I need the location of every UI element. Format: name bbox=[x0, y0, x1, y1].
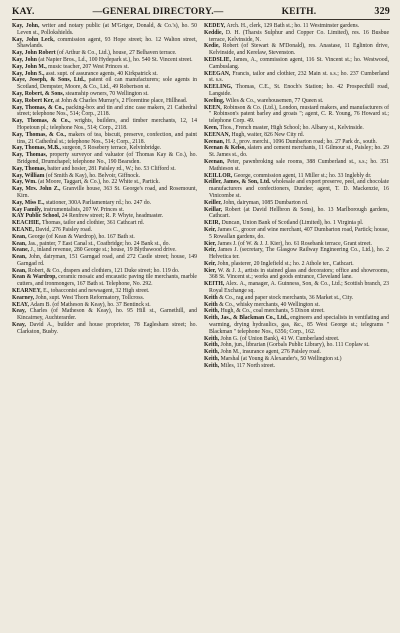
directory-entry bbox=[204, 315, 389, 335]
entry-details: John, dairyman, 151 Garngad road, and 272 Castle street; house, 149 Garngad rd. bbox=[17, 254, 197, 267]
entry-name: KEENAN, bbox=[204, 131, 231, 138]
directory-entry bbox=[204, 98, 389, 105]
directory-entry bbox=[204, 159, 389, 173]
entry-details: steamship owners, 70 Wellington st. bbox=[64, 90, 149, 97]
entry-name: Keenan, bbox=[204, 138, 225, 145]
directory-entry bbox=[12, 152, 197, 166]
entry-name: Kean, bbox=[12, 233, 27, 240]
directory-entry bbox=[204, 247, 389, 261]
directory-entry bbox=[204, 30, 389, 44]
entry-name: Kay, Robert, & Sons, bbox=[12, 90, 65, 97]
entry-name: Kay, Miss E., bbox=[12, 199, 45, 206]
entry-details: at John & Charles Murray's, 2 Florentine place, Hillhead. bbox=[53, 97, 188, 104]
entry-name: Kay, John S., bbox=[12, 70, 45, 77]
entry-details: W. & J. J., artists in stained glass and decorators; office and showrooms, 368 St. Vincent st.; works and goods entrance, Cleveland lane. bbox=[209, 267, 389, 281]
entry-details: wrights, builders, and timber merchants, 12, 14 Hopetoun pl.; telephone Nos., 514; Corp., 2118. bbox=[17, 118, 198, 131]
directory-entry bbox=[12, 50, 197, 57]
entry-details: Miles, 117 North street. bbox=[219, 362, 276, 369]
header-title: —GENERAL DIRECTORY.— bbox=[92, 7, 224, 17]
entry-name: Kay, Wm. bbox=[12, 179, 37, 186]
directory-entry bbox=[204, 84, 389, 98]
entry-name: Keenan & Kelso, bbox=[204, 145, 246, 152]
entry-details: writer and notary public (at M'Grigor, Donald, & Co.'s), ho. 50 Leven st., Pollokshields. bbox=[17, 23, 197, 36]
entry-details: Charles (of Matheson & Keay), ho. 95 Hill st., Garnethill, and Kincairney, Auchterarder. bbox=[17, 308, 197, 322]
entry-details: wholesale and export preserve, peel, and chocolate manufacturers and confectioners, Dundee; agent, T. D. Mackenzie, 16 Vinicombe st. bbox=[209, 179, 389, 199]
entry-details: H. J., prov. merchi., 1096 Dumbarton road; ho. 27 Park dr., south. bbox=[224, 138, 377, 145]
directory-entry bbox=[204, 261, 389, 268]
entry-details: Marshal (at Young & Alexander's, 50 Wellington st.) bbox=[219, 356, 342, 363]
entry-name: Keillar, bbox=[204, 206, 223, 213]
entry-name: Keir, bbox=[204, 247, 217, 254]
directory-entry bbox=[12, 288, 197, 295]
directory-entry bbox=[204, 295, 389, 302]
entry-name: KEDEY, bbox=[204, 23, 226, 29]
directory-entry bbox=[12, 274, 197, 288]
entry-name: Keith, Jas., & Blackman Co., Ltd., bbox=[204, 315, 289, 322]
entry-name: Kay, Robert Ker, bbox=[12, 97, 54, 104]
entry-details: (of Smith & Kay), ho. Belvoir, Giffnock. bbox=[44, 172, 141, 179]
directory-entry bbox=[12, 57, 197, 64]
entry-name: Keith, bbox=[204, 335, 220, 342]
columns bbox=[12, 23, 390, 370]
entry-name: Kay, Thomas, M.B., bbox=[12, 145, 61, 152]
entry-name: Kay, John Robert bbox=[12, 50, 56, 57]
entry-name: Kean, bbox=[12, 267, 27, 274]
directory-entry bbox=[12, 91, 197, 98]
entry-details: (at Moore, Taggart, & Co.), ho. 22 White st., Partick. bbox=[36, 179, 160, 186]
left-column bbox=[12, 23, 197, 370]
running-header bbox=[12, 6, 390, 17]
entry-details: asst. supt. of assurance agents, 40 Kirkpatrick st. bbox=[44, 70, 158, 77]
entry-details: Wiles & Co., warehousemen, 77 Queen st. bbox=[224, 97, 324, 104]
entry-details: Arch. H., clerk, 129 Bath st.; ho. 11 Westminster gardens. bbox=[225, 23, 360, 29]
entry-details: packing-box and tin and zinc case makers, 21 Cathedral street; telephone Nos., 514; Corp., 2118. bbox=[17, 104, 197, 118]
entry-details: D. H. (Tharsis Sulphur and Copper Co. Limited), res. 16 Busbue terrace, Kelvinside, N. bbox=[209, 29, 389, 43]
entry-details: slaters and cement merchants, 11 Gilmour st., Paisley; ho. 29 St. James st., do. bbox=[209, 145, 389, 159]
directory-entry bbox=[12, 295, 197, 302]
entry-details: John, plasterer, 20 Inglefield st.; ho. 2 Athole ter., Cathcart. bbox=[216, 260, 354, 267]
entry-details: instrumentalists, 207 W. Princes st. bbox=[42, 206, 125, 213]
entry-details: commission agent, 93 Hope street; ho. 12 Walton street, Shawlands. bbox=[17, 36, 197, 50]
entry-name: Kay, Thomas, & Co., bbox=[12, 131, 67, 138]
entry-name: Keay, bbox=[12, 308, 26, 315]
entry-name: KEILLOR, bbox=[204, 172, 233, 179]
entry-name: Keir, bbox=[204, 260, 217, 267]
entry-name: Kay, John M., bbox=[12, 63, 47, 70]
entry-details: Thos., French master, High School; ho. Albany st., Kelvinside. bbox=[218, 124, 364, 131]
entry-name: Kier, bbox=[204, 240, 217, 247]
entry-name: Keiller, bbox=[204, 199, 222, 206]
entry-name: Keith, bbox=[204, 356, 220, 363]
entry-name: Keith bbox=[204, 301, 218, 308]
header-right: KEITH. bbox=[281, 7, 317, 17]
directory-entry bbox=[12, 64, 197, 71]
entry-name: Kay, John bbox=[12, 56, 37, 63]
directory-entry bbox=[12, 200, 197, 207]
entry-details: James J. (of W. & J. J. Kier), ho. 61 Rosebank terrace, Grant street. bbox=[216, 240, 372, 247]
entry-details: Hugh, waiter, 826 New City rd. bbox=[230, 131, 305, 138]
directory-entry bbox=[204, 173, 389, 180]
entry-name: Kay, William bbox=[12, 172, 45, 179]
entry-name: Kay Family, bbox=[12, 206, 43, 213]
directory-entry bbox=[204, 227, 389, 241]
entry-details: engineers and specialists in ventilating and warming, drying hydraulics, gas, &c., 85 West George st.; telegrams " Blackman " telephone Nos., 6356; Corp., 162. bbox=[209, 315, 389, 335]
entry-details: Adam B. (of Matheson & Keay), ho. 37 Bentinck st. bbox=[29, 301, 151, 308]
entry-name: Kay, Thomas, & Co., bbox=[12, 104, 65, 111]
entry-name: Keith, bbox=[204, 342, 220, 349]
directory-entry bbox=[204, 207, 389, 221]
entry-details: Jas., painter, 7 East Canal st., Coatbridge; ho. 24 Bank st., do. bbox=[26, 240, 170, 247]
directory-entry bbox=[204, 57, 389, 71]
directory-entry bbox=[12, 166, 197, 173]
entry-details: property surveyor and valuator (of Thomas Kay & Co.), ho. Bridgend, Drumchapel; telephone No., 190 Bearsden. bbox=[17, 152, 197, 165]
directory-entry bbox=[204, 302, 389, 309]
directory-entry bbox=[204, 43, 389, 57]
entry-details: Robert (at David Hellbron & Sons), ho. 13 Marlborough gardens, Cathcart. bbox=[209, 206, 389, 220]
directory-entry bbox=[204, 356, 389, 363]
entry-details: James J. (secretary, The Glasgow Railway Engineering Co., Ltd.), ho. 2 Helvetica ter. bbox=[209, 247, 389, 261]
directory-entry bbox=[12, 77, 197, 91]
directory-entry bbox=[12, 179, 197, 186]
entry-details: John M., insurance agent, 276 Paisley road. bbox=[219, 349, 321, 356]
directory-entry bbox=[12, 268, 197, 275]
entry-details: music teacher, 207 West Princes st. bbox=[46, 63, 129, 70]
entry-details: David A., builder and house proprietor, 78 Eaglesham street; ho. Clarkston, Busby. bbox=[17, 322, 197, 335]
entry-name: KEARNEY, bbox=[12, 288, 42, 295]
entry-name: KAY Public School, bbox=[12, 213, 61, 220]
entry-name: Kay, Thomas, & Co., bbox=[12, 118, 71, 125]
directory-entry bbox=[204, 220, 389, 227]
entry-name: Keir, bbox=[204, 226, 217, 233]
entry-details: Peter, pawnbroking sale rooms, 388 Cumberland st., s.s.; ho. 351 Mathieson st. bbox=[209, 158, 389, 172]
entry-name: KEIR, bbox=[204, 220, 221, 227]
entry-name: Kay, Mrs. John Z., bbox=[12, 186, 61, 193]
entry-details: James C., grocer and wine merchant, 407 Dumbarton road, Partick; house, 5 Rowallan gardens, do. bbox=[209, 226, 389, 240]
entry-name: Keith, bbox=[204, 308, 220, 315]
entry-name: Kedie, bbox=[204, 43, 220, 50]
entry-details: Robert (of Stewart & M'Donald), res. Anastase, 11 Eglinton drive, Kelvinside, and Kerelaw, Stevenston. bbox=[209, 43, 389, 57]
entry-name: Kay, Thomas, bbox=[12, 152, 48, 159]
entry-details: (at Napier Bros., Ld., 100 Hydepark st.), ho. 540 St. Vincent street. bbox=[36, 56, 193, 63]
directory-entry bbox=[12, 186, 197, 200]
entry-name: KEDSLIE, bbox=[204, 56, 232, 63]
directory-entry bbox=[12, 247, 197, 254]
entry-details: John, supt. West Thorn Reformatory, Tollcross. bbox=[34, 294, 145, 301]
entry-details: Francis, tailor and clothier, 232 Main st. s.s.; ho. 237 Cumberland st. s.s. bbox=[209, 70, 389, 84]
entry-details: Robinson & Co. (Ltd.), London, mustard makers, and manufacturers of " Robinson's patent barley and groats "; agent, C. R. Young, 76 Howard st.; telephone Corp. 49. bbox=[209, 104, 389, 125]
entry-name: Kay, John, bbox=[12, 23, 40, 29]
directory-entry bbox=[204, 23, 389, 30]
right-column bbox=[204, 23, 389, 370]
directory-entry bbox=[204, 200, 389, 207]
directory-entry bbox=[12, 241, 197, 248]
directory-entry bbox=[204, 145, 389, 159]
directory-entry bbox=[204, 179, 389, 199]
entry-details: David, 276 Paisley road. bbox=[33, 226, 93, 233]
directory-entry bbox=[204, 125, 389, 132]
directory-entry bbox=[204, 281, 389, 295]
directory-entry bbox=[204, 268, 389, 282]
entry-name: Keen, bbox=[204, 124, 219, 131]
entry-name: Kean, bbox=[12, 254, 27, 261]
entry-details: & Co., rag and paper stock merchants, 36 Market st., City. bbox=[217, 294, 354, 301]
entry-name: Keith bbox=[204, 294, 218, 301]
entry-name: KEEN, bbox=[204, 104, 222, 111]
header-rule bbox=[12, 19, 390, 20]
entry-details: Robert, & Co., drapers and clothiers, 121 Duke street; ho. 119 do. bbox=[26, 267, 180, 274]
entry-details: Thomas, C.E., St. Enoch's Station; ho. 42 Prospecthill road, Langside. bbox=[209, 84, 389, 97]
entry-details: 24 Renfrew street; R. P. Whyte, headmaster. bbox=[60, 213, 164, 220]
entry-name: KEELING, bbox=[204, 84, 233, 91]
entry-details: surgeon, 5 Rosebery terrace, Kelvinbridge. bbox=[60, 145, 162, 152]
directory-entry bbox=[12, 308, 197, 322]
directory-entry bbox=[12, 220, 197, 227]
entry-name: KEAY, bbox=[12, 301, 29, 308]
entry-details: stationer, 300A Parliamentary rd.; ho. 247 do. bbox=[44, 199, 152, 206]
directory-entry bbox=[12, 227, 197, 234]
entry-details: Alex. A., manager, A. Guinness, Son, & Co., Ltd.; Scottish branch, 23 Royal Exchange sq. bbox=[209, 281, 389, 295]
entry-details: & Co., whisky merchants, 40 Wellington st. bbox=[217, 301, 320, 308]
entry-details: John, jun., librarian (Gorbals Public Library), ho. 111 Coplaw st. bbox=[219, 342, 370, 349]
entry-details: (of Arthur & Co., Ltd.), house, 27 Belhaven terrace. bbox=[55, 50, 177, 57]
directory-entry bbox=[204, 132, 389, 139]
entry-details: George, commission agent, 11 Miller st.; ho. 33 Inglebly dr. bbox=[232, 172, 372, 179]
directory-entry bbox=[204, 363, 389, 370]
entry-name: Keith, bbox=[204, 362, 220, 369]
entry-name: Keay, bbox=[12, 322, 26, 329]
directory-entry bbox=[12, 132, 197, 146]
entry-details: Duncan, Union Bank of Scotland (Limited), ho. 1 Virginia pl. bbox=[220, 220, 364, 227]
entry-details: John G. (of Union Bank), 41 W. Cumberland street. bbox=[219, 335, 340, 342]
directory-entry bbox=[204, 308, 389, 315]
entry-name: Keane, bbox=[12, 247, 30, 254]
entry-name: Keenan, bbox=[204, 158, 225, 165]
directory-entry bbox=[12, 98, 197, 105]
directory-entry bbox=[12, 23, 197, 37]
directory-entry bbox=[12, 234, 197, 241]
entry-details: John, dairyman, 1085 Dumbarton rd. bbox=[221, 199, 309, 206]
entry-name: Keiller, James, & Son, Ltd. bbox=[204, 179, 271, 186]
directory-entry bbox=[12, 254, 197, 268]
directory-entry bbox=[204, 139, 389, 146]
entry-details: Hugh, & Co., coal merchants, 5 Dixon street. bbox=[219, 308, 325, 315]
entry-details: ceramic mosaic and encaustic paving tile merchants, marble cutters, and ironmongers, 167 Bath st. Telephone, No. 292. bbox=[17, 274, 197, 288]
directory-entry bbox=[12, 37, 197, 51]
entry-name: Kearney, bbox=[12, 294, 35, 301]
entry-name: Kean, bbox=[12, 240, 27, 247]
directory-entry bbox=[204, 71, 389, 85]
entry-details: James, A., commission agent, 116 St. Vincent st.; ho. Westwood, Cambuslang. bbox=[209, 56, 389, 70]
entry-name: KEANE, bbox=[12, 226, 34, 233]
entry-details: E., tobacconist and newsagent, 32 High street. bbox=[41, 288, 150, 295]
entry-details: baiter and hosier, 281 Paisley rd., W.; ho. 53 Clifford st. bbox=[45, 165, 176, 172]
entry-details: J., inland revenue, 280 George st.; house, 19 Blythswood drive. bbox=[29, 247, 177, 254]
entry-name: KEACHIE, bbox=[12, 220, 41, 227]
directory-entry bbox=[12, 105, 197, 119]
entry-details: patent oil can manufacturers; sole agents in Scotland, Dempster, Moore, & Co., Ltd., 49 Robertson st. bbox=[17, 77, 197, 91]
directory-entry bbox=[12, 118, 197, 132]
entry-name: Kean & Wardrop, bbox=[12, 274, 57, 281]
entry-name: Keith, bbox=[204, 349, 220, 356]
entry-name: Kier, bbox=[204, 267, 217, 274]
entry-details: Granville house, 363 St. George's road, and Rosemount, Kirn. bbox=[17, 186, 198, 199]
entry-name: KEEGAN, bbox=[204, 70, 231, 77]
entry-details: Thomas, tailor and clothier, 361 Cathcart rd. bbox=[40, 220, 145, 227]
page-number: 329 bbox=[374, 6, 390, 17]
directory-entry bbox=[204, 342, 389, 349]
entry-name: KEITH, bbox=[204, 281, 225, 288]
entry-name: Kay, Thomas, bbox=[12, 165, 46, 172]
entry-name: Keddie, bbox=[204, 29, 224, 36]
entry-name: Kay, John Leck, bbox=[12, 36, 55, 43]
directory-entry bbox=[12, 322, 197, 336]
entry-name: Keeling, bbox=[204, 97, 225, 104]
directory-entry bbox=[12, 213, 197, 220]
directory-entry bbox=[204, 105, 389, 125]
entry-details: makers of tea, biscuit, preserve, confection, and paint tins, 21 Cathedral st.; telephone Nos., 514; Corp., 2118. bbox=[17, 131, 197, 145]
entry-name: Kaye, Joseph, & Sons, Ltd., bbox=[12, 77, 86, 84]
header-left: KAY. bbox=[12, 7, 35, 17]
entry-details: George (of Kean & Wardrop), ho. 167 Bath st. bbox=[26, 233, 135, 240]
